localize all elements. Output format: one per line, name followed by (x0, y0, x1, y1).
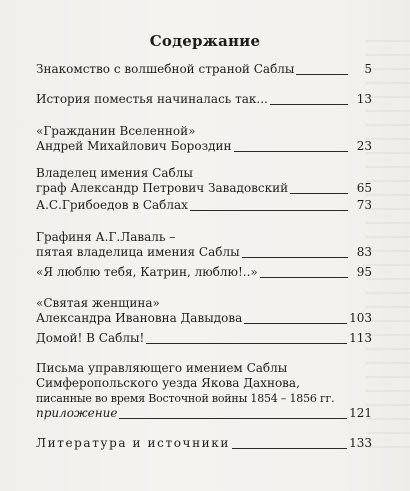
toc-page-number: 73 (356, 198, 372, 212)
toc-entry-line: «Гражданин Вселенной» (36, 124, 196, 138)
toc-entry-title: пятая владелица имения Саблы (36, 245, 240, 259)
toc-entry-8 (36, 296, 372, 326)
toc-entry-row (36, 265, 372, 280)
leader-line (234, 151, 348, 152)
page-title: Содержание (149, 32, 261, 50)
toc-entry-row (36, 406, 372, 421)
leader-line (260, 277, 348, 278)
toc-entry-row (36, 245, 372, 260)
toc-entry-title: «Я люблю тебя, Катрин, люблю!..» (36, 265, 258, 279)
leader-line (244, 323, 347, 324)
table-of-contents (36, 0, 372, 491)
toc-page-number: 95 (356, 265, 372, 279)
leader-line (190, 210, 348, 211)
leader-line (119, 418, 347, 419)
toc-entry-title: История поместья начиналась так... (36, 92, 268, 106)
toc-entry-5 (36, 198, 372, 213)
leader-line (296, 74, 348, 75)
toc-page-number: 13 (356, 92, 372, 106)
toc-entry-title: приложение (36, 406, 118, 420)
toc-entry-line: Владелец имения Саблы (36, 166, 193, 180)
toc-entry-row (36, 181, 372, 196)
leader-line (146, 343, 347, 344)
toc-entry-title: Знакомство с волшебной страной Саблы (36, 62, 295, 76)
toc-entry-9 (36, 331, 372, 346)
toc-entry-title: граф Александр Петрович Завадовский (36, 181, 289, 195)
toc-page-number: 103 (349, 311, 372, 325)
toc-entry-title: Александра Ивановна Давыдова (36, 311, 243, 325)
toc-entry-line: Симферопольского уезда Якова Дахнова, (36, 376, 300, 390)
toc-entry-10 (36, 361, 372, 421)
toc-page-number: 121 (349, 406, 372, 420)
toc-entry-1 (36, 62, 372, 77)
toc-entry-line: Графиня А.Г.Лаваль – (36, 230, 176, 244)
toc-entry-title: Андрей Михайлович Бороздин (36, 139, 232, 153)
toc-entry-row (36, 62, 372, 77)
toc-page-number: 133 (349, 436, 372, 450)
toc-entry-row (36, 139, 372, 154)
toc-entry-2 (36, 92, 372, 107)
leader-line (232, 448, 347, 449)
leader-line (270, 104, 348, 105)
toc-page-number: 113 (349, 331, 372, 345)
toc-entry-6 (36, 230, 372, 260)
toc-entry-4 (36, 166, 372, 196)
leader-line (290, 193, 348, 194)
toc-entry-title: А.С.Грибоедов в Саблах (36, 198, 188, 212)
toc-entry-row (36, 436, 372, 451)
toc-page-number: 5 (364, 62, 372, 76)
toc-page-number: 23 (356, 139, 372, 153)
toc-entry-row (36, 92, 372, 107)
toc-page-number: 65 (356, 181, 372, 195)
toc-entry-line: Письма управляющего имением Саблы (36, 361, 288, 375)
toc-entry-3 (36, 124, 372, 154)
toc-entry-row (36, 198, 372, 213)
toc-entry-row (36, 331, 372, 346)
leader-line (242, 257, 348, 258)
toc-entry-7 (36, 265, 372, 280)
toc-entry-title: Литература и источники (36, 436, 230, 450)
toc-entry-row (36, 311, 372, 326)
toc-page-number: 83 (356, 245, 372, 259)
toc-entry-line: «Святая женщина» (36, 296, 160, 310)
toc-entry-line: писанные во время Восточной войны 1854 – 1856 гг. (36, 392, 335, 405)
show-through-text (366, 40, 410, 460)
toc-entry-11 (36, 436, 372, 451)
toc-entry-title: Домой! В Саблы! (36, 331, 145, 345)
